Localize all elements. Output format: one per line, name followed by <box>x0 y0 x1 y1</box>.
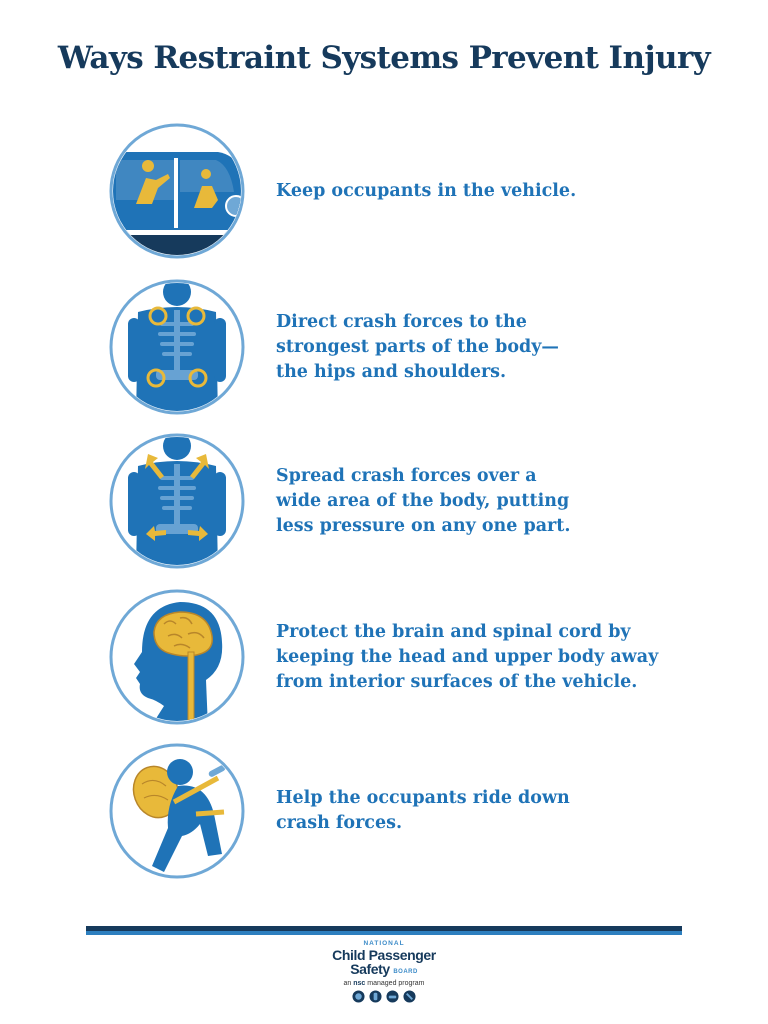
vehicle-occupants-icon <box>108 122 246 260</box>
list-item <box>108 432 748 572</box>
item-text: Direct crash forces to the strongest parts of the body— the hips and shoulders. <box>276 311 559 382</box>
spread-forces-skeleton-icon <box>108 432 246 570</box>
badge-car-icon <box>386 990 399 1003</box>
badge-seat-icon <box>369 990 382 1003</box>
ncpsb-logo <box>300 940 468 1020</box>
list-item <box>108 742 748 882</box>
logo-tagline <box>300 979 468 988</box>
list-item <box>108 122 748 262</box>
item-text: Spread crash forces over a wide area of the body, putting less pressure on any one part. <box>276 465 571 536</box>
logo-national: NATIONAL <box>363 940 405 947</box>
badge-globe-icon <box>352 990 365 1003</box>
ride-down-airbag-icon <box>108 742 246 880</box>
logo-badges <box>300 990 468 1003</box>
brain-spinal-cord-icon <box>108 588 246 726</box>
item-text: Protect the brain and spinal cord by keeping the head and upper body away from interior surfaces of the vehicle. <box>276 621 659 692</box>
list-item <box>108 588 748 728</box>
logo-child-passenger: Child Passenger <box>332 947 436 963</box>
list-item <box>108 278 748 418</box>
badge-belt-icon <box>403 990 416 1003</box>
item-text: Keep occupants in the vehicle. <box>276 180 577 201</box>
tagline-pre: an <box>343 980 352 987</box>
logo-board-word: BOARD <box>393 969 418 975</box>
tagline-post: managed program <box>367 980 425 987</box>
hips-shoulders-skeleton-icon <box>108 278 246 416</box>
logo-safety-word: Safety <box>350 961 390 977</box>
tagline-brand: nsc <box>353 980 366 987</box>
logo-safety <box>300 962 468 979</box>
item-text: Help the occupants ride down crash forces. <box>276 788 570 833</box>
page-title: Ways Restraint Systems Prevent Injury <box>57 40 711 76</box>
footer-divider-accent <box>86 931 682 935</box>
